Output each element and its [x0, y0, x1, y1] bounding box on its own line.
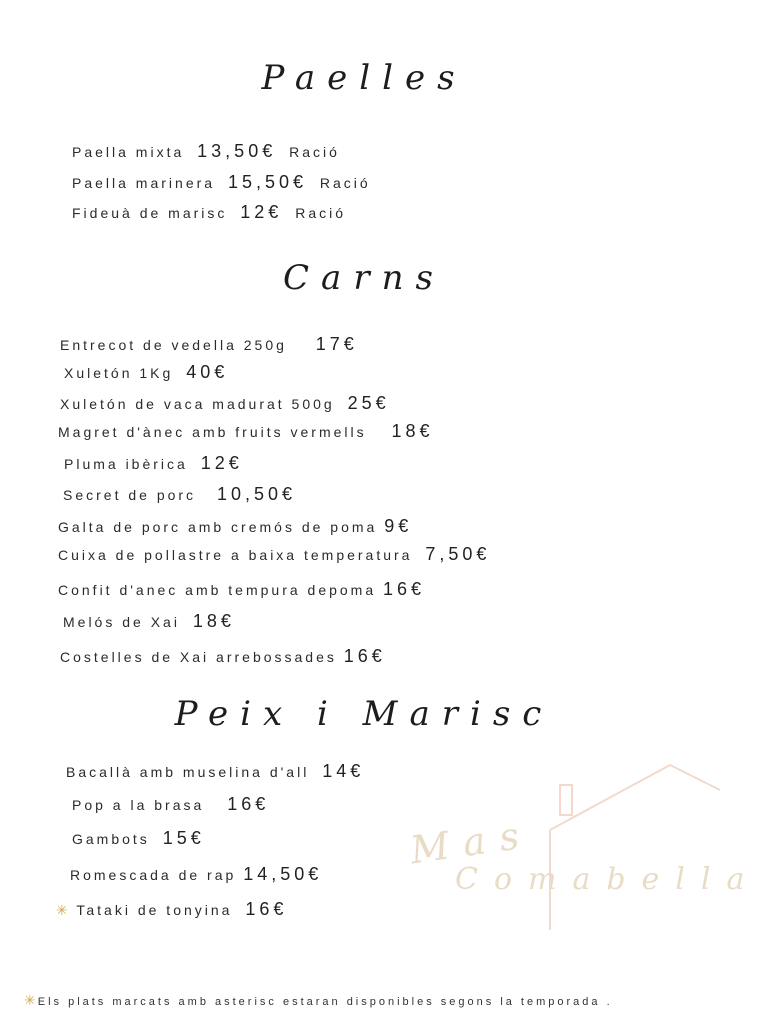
item-price: 16€	[245, 899, 288, 919]
asterisk-star-icon: ✳	[24, 992, 36, 1008]
item-price: 16€	[227, 794, 270, 814]
menu-item	[58, 421, 440, 442]
item-price: 17€	[315, 334, 358, 354]
item-name: Costelles de Xai arrebossades	[60, 649, 337, 665]
item-name: Paella mixta	[72, 144, 185, 160]
item-price: 14,50€	[243, 864, 323, 884]
item-price: 7,50€	[425, 544, 491, 564]
footnote	[24, 992, 613, 1009]
item-name: Secret de porc	[63, 487, 197, 503]
item-price: 12€	[200, 453, 243, 473]
item-price: 15,50€	[227, 172, 308, 192]
item-price: 16€	[383, 579, 426, 599]
menu-item	[72, 828, 211, 849]
item-name: Pop a la brasa	[72, 797, 205, 813]
section-title-carns: Carns	[283, 258, 445, 298]
item-name: Cuixa de pollastre a baixa temperatura	[58, 547, 413, 563]
menu-item	[63, 611, 241, 632]
menu-item	[70, 864, 328, 885]
section-title-paelles: Paelles	[261, 58, 467, 98]
item-name: Paella marinera	[72, 175, 216, 191]
menu-item	[60, 334, 364, 355]
item-price: 15€	[162, 828, 205, 848]
menu-item	[64, 453, 249, 474]
menu-item	[72, 141, 340, 162]
footnote-text: Els plats marcats amb asterisc estaran disponibles segons la temporada .	[37, 996, 613, 1008]
menu-item	[64, 362, 234, 383]
menu-item	[72, 202, 346, 223]
item-name: Melós de Xai	[63, 614, 180, 630]
section-title-peix-i-marisc: Peix i Marisc	[174, 694, 554, 734]
item-price: 10,50€	[216, 484, 297, 504]
item-name: Fideuà de marisc	[72, 205, 228, 221]
asterisk-star-icon: ✳	[56, 902, 68, 918]
menu-item	[63, 484, 302, 505]
menu-item	[58, 516, 418, 537]
item-price: 9€	[384, 516, 413, 536]
item-name: Xuletón 1Kg	[64, 365, 174, 381]
item-name: Tataki de tonyina	[76, 902, 233, 918]
item-price: 13,50€	[197, 141, 277, 161]
item-price: 14€	[322, 761, 365, 781]
item-name: Confit d'anec amb tempura depoma	[58, 582, 377, 598]
item-price: 16€	[343, 646, 386, 666]
menu-item	[72, 794, 275, 815]
menu-item	[72, 172, 371, 193]
menu-item	[58, 544, 496, 565]
menu-item	[56, 899, 293, 920]
menu-item	[66, 761, 370, 782]
item-price: 25€	[347, 393, 390, 413]
item-price: 18€	[192, 611, 235, 631]
menu-item	[60, 646, 392, 667]
item-unit: Ració	[295, 205, 347, 221]
watermark-comabella: Comabella	[455, 862, 760, 897]
watermark-mas: Mas	[407, 811, 536, 873]
item-name: Bacallà amb muselina d'all	[66, 764, 310, 780]
menu-item	[60, 393, 396, 414]
item-price: 12€	[240, 202, 283, 222]
item-name: Romescada de rap	[70, 867, 237, 883]
menu-item	[58, 579, 431, 600]
item-unit: Ració	[289, 144, 340, 160]
item-name: Pluma ibèrica	[64, 456, 188, 472]
item-price: 40€	[186, 362, 229, 382]
item-name: Xuletón de vaca madurat 500g	[60, 396, 335, 412]
item-price: 18€	[391, 421, 434, 441]
item-name: Galta de porc amb cremós de poma	[58, 519, 378, 535]
item-name: Entrecot de vedella 250g	[60, 337, 287, 353]
item-name: Gambots	[72, 831, 150, 847]
item-unit: Ració	[319, 175, 371, 191]
item-name: Magret d'ànec amb fruits vermells	[58, 424, 367, 440]
